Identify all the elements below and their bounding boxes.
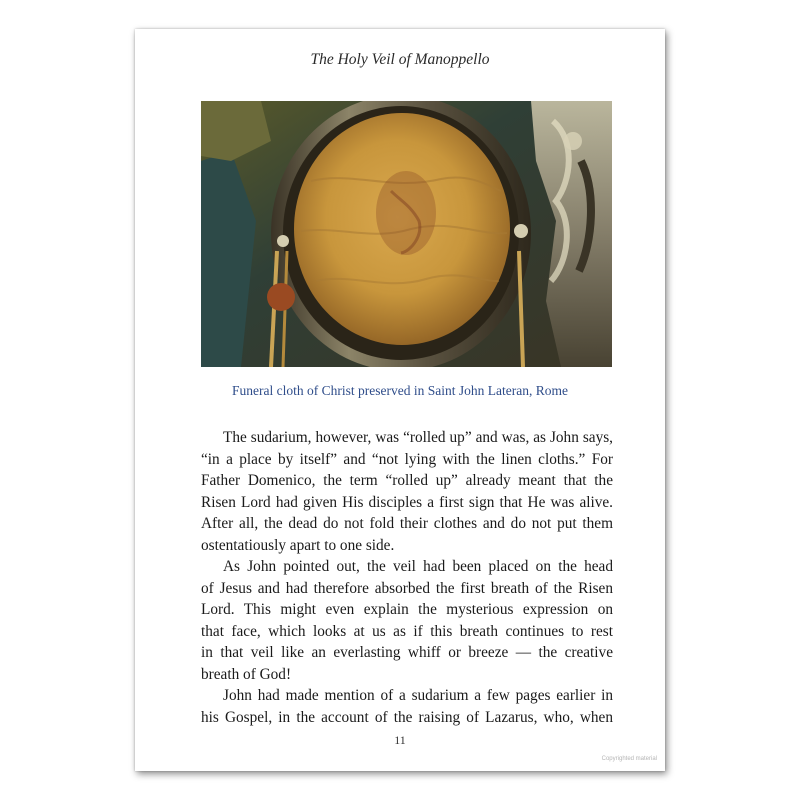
paragraph bbox=[201, 427, 613, 556]
text-line: “in a place by itself” and “not lying with the linen cloths.” For bbox=[201, 450, 613, 468]
figure-caption: Funeral cloth of Christ preserved in Saint John Lateran, Rome bbox=[232, 383, 568, 398]
text-line: Lord. This might even explain the mysterious expression on bbox=[201, 601, 613, 618]
reliquary-illustration bbox=[201, 101, 612, 367]
text-line: John had made mention of a sudarium a few pages earlier in bbox=[223, 687, 613, 704]
page-number: 11 bbox=[394, 733, 406, 747]
book-page bbox=[135, 29, 665, 771]
text-line: Father Domenico, the term “rolled up” already meant that the bbox=[201, 472, 613, 489]
running-head: The Holy Veil of Manoppello bbox=[310, 51, 490, 68]
text-line: The sudarium, however, was “rolled up” and was, as John says, bbox=[223, 429, 613, 446]
text-line: ostentatiously apart to one side. bbox=[201, 536, 395, 554]
text-line: As John pointed out, the veil had been placed on the head bbox=[223, 558, 613, 575]
copyright-notice: Copyrighted material bbox=[601, 756, 657, 762]
paragraph bbox=[201, 556, 613, 685]
paragraph bbox=[201, 685, 613, 728]
text-line: After all, the dead do not fold their clothes and do not put them bbox=[201, 515, 613, 532]
text-line: Risen Lord had given His disciples a first sign that He was alive. bbox=[201, 493, 613, 511]
body-text bbox=[201, 427, 613, 728]
text-line: breath of God! bbox=[201, 665, 292, 683]
text-line: his Gospel, in the account of the raising of Lazarus, who, when bbox=[201, 708, 613, 726]
text-line: that face, which looks at us as if this breath continues to rest bbox=[201, 622, 613, 640]
text-line: in that veil like an everlasting whiff or breeze — the creative bbox=[201, 644, 613, 661]
text-line: of Jesus and had therefore absorbed the first breath of the Risen bbox=[201, 579, 613, 597]
reliquary-photo bbox=[201, 101, 612, 367]
